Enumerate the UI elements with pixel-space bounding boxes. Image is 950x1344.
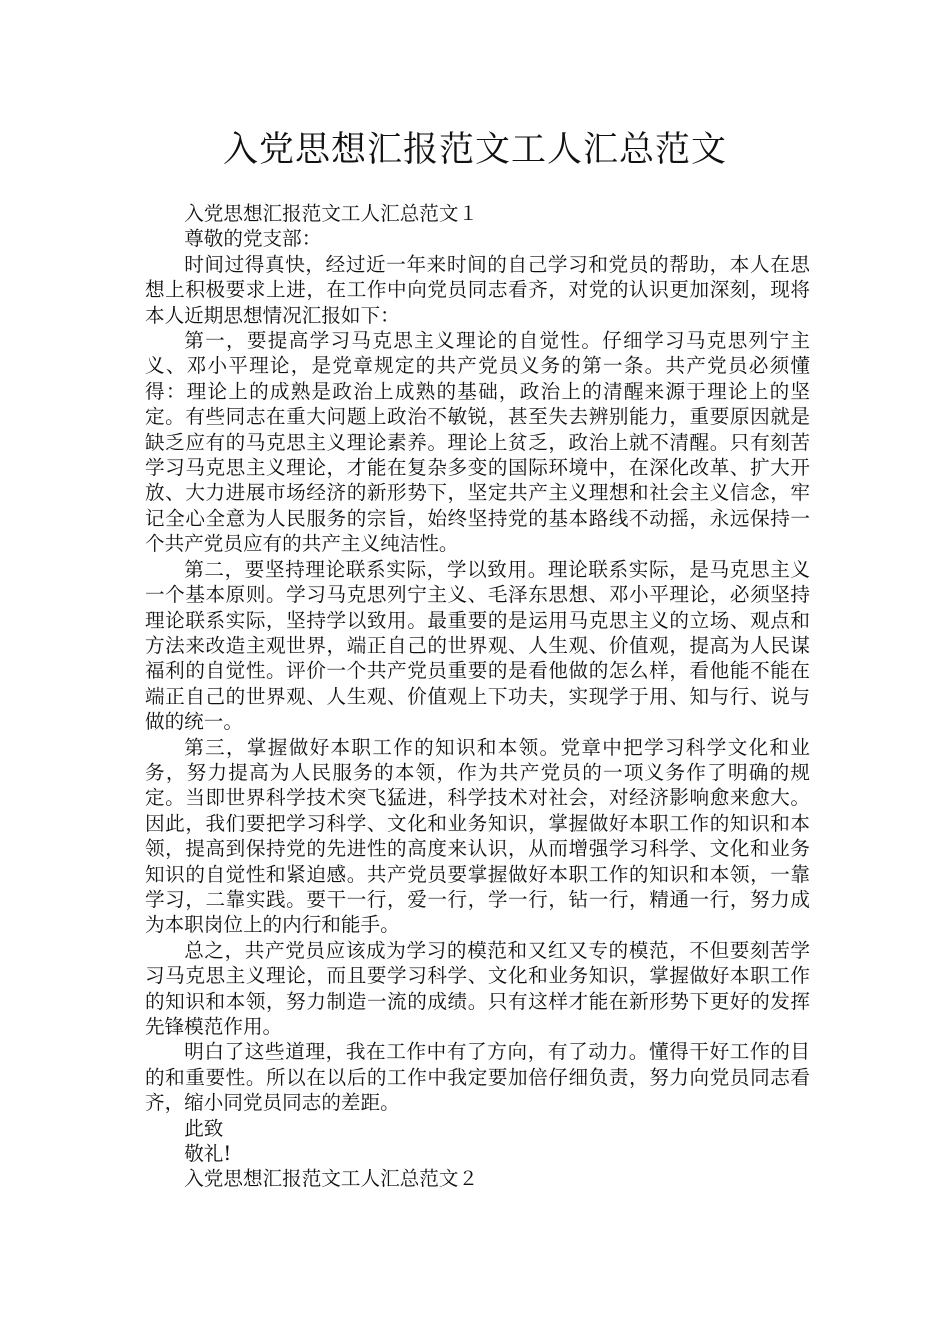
- intro-paragraph: 时间过得真快，经过近一年来时间的自己学习和党员的帮助，本人在思想上积极要求上进，在工作中向党员同志看齐，对党的认识更加深刻，现将本人近期思想情况汇报如下：: [145, 252, 810, 327]
- conclusion-paragraph: 明白了这些道理，我在工作中有了方向，有了动力。懂得干好工作的目的和重要性。所以在以后的工作中我定要加倍仔细负责，努力向党员同志看齐，缩小同党员同志的差距。: [145, 1040, 810, 1115]
- point-one-paragraph: 第一，要提高学习马克思主义理论的自觉性。仔细学习马克思列宁主义、邓小平理论，是党章规定的共产党员义务的第一条。共产党员必须懂得：理论上的成熟是政治上成熟的基础，政治上的清醒来源于理论上的坚定。有些同志在重大问题上政治不敏锐，甚至失去辨别能力，重要原因就是缺乏应有的马克思主义理论素养。理论上贫乏，政治上就不清醒。只有刻苦学习马克思主义理论，才能在复杂多变的国际环境中，在深化改革、扩大开放、大力进展市场经济的新形势下，坚定共产主义理想和社会主义信念，牢记全心全意为人民服务的宗旨，始终坚持党的基本路线不动摇，永远保持一个共产党员应有的共产主义纯洁性。: [145, 329, 810, 556]
- point-three-paragraph: 第三，掌握做好本职工作的知识和本领。党章中把学习科学文化和业务，努力提高为人民服务的本领，作为共产党员的一项义务作了明确的规定。当即世界科学技术突飞猛进，科学技术对社会，对经济影响愈来愈大。因此，我们要把学习科学、文化和业务知识，掌握做好本职工作的知识和本领，提高到保持党的先进性的高度来认识，从而增强学习科学、文化和业务知识的自觉性和紧迫感。共产党员要掌握做好本职工作的知识和本领，一靠学习，二靠实践。要干一行，爱一行，学一行，钻一行，精通一行，努力成为本职岗位上的内行和能手。: [145, 735, 810, 937]
- closing-ci-zhi: 此致: [184, 1116, 224, 1140]
- document-title: 入党思想汇报范文工人汇总范文: [222, 130, 727, 170]
- closing-jing-li: 敬礼!: [184, 1142, 232, 1166]
- summary-paragraph: 总之，共产党员应该成为学习的模范和又红又专的模范，不但要刻苦学习马克思主义理论，而且要学习科学、文化和业务知识，掌握做好本职工作的知识和本领，努力制造一流的成绩。只有这样才能在新形势下更好的发挥先锋模范作用。: [145, 938, 810, 1038]
- section-heading-2: 入党思想汇报范文工人汇总范文２: [184, 1167, 479, 1191]
- salutation: 尊敬的党支部：: [184, 227, 322, 251]
- document-body: [145, 201, 810, 1192]
- section-heading-1: 入党思想汇报范文工人汇总范文１: [184, 202, 479, 225]
- point-two-paragraph: 第二，要坚持理论联系实际，学以致用。理论联系实际，是马克思主义一个基本原则。学习马克思列宁主义、毛泽东思想、邓小平理论，必须坚持理论联系实际，坚持学以致用。最重要的是运用马克思主义的立场、观点和方法来改造主观世界，端正自己的世界观、人生观、价值观，提高为人民谋福利的自觉性。评价一个共产党员重要的是看他做的怎么样，看他能不能在端正自己的世界观、人生观、价值观上下功夫，实现学于用、知与行、说与做的统一。: [145, 557, 810, 734]
